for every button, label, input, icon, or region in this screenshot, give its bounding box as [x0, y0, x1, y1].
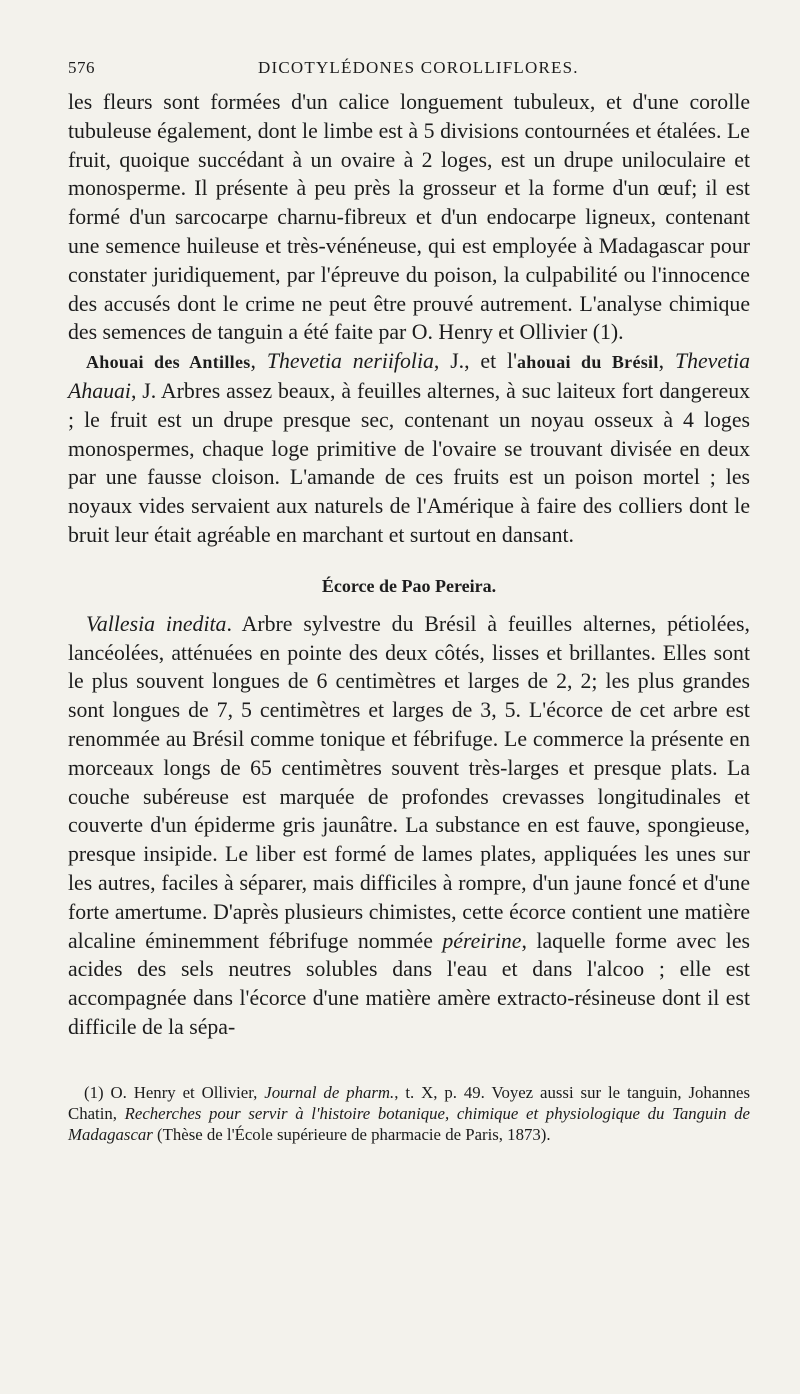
- running-head: [68, 58, 750, 88]
- term-pereirine: péreirine: [442, 928, 522, 953]
- paragraph-ahouai: Ahouai des Antilles, Thevetia neriifolia, J., et l'ahouai du Brésil, Thevetia Ahauai, J. Arbres assez beaux, à feuilles alternes, à suc laiteux fort dangereux ; le fruit est un drupe presque sec, contenant un noyau osseux à 4 loges monospermes, chaque loge primitive de l'ovaire se trouvant divisée en deux par une fausse cloison. L'amande de ces fruits est un poison mortel ; les noyaux vides servaient aux naturels de l'Amérique à faire des colliers dont le bruit leur était agréable en marchant et surtout en dansant.: [68, 349, 751, 547]
- species-vallesia-inedita: Vallesia inedita: [86, 611, 227, 636]
- footnote-journal: Journal de pharm.: [264, 1082, 395, 1102]
- footnote-work-title: Recherches pour servir à l'histoire botanique, chimique et physiologique du Tanguin de Madagascar: [68, 1103, 751, 1144]
- page-number: 576: [68, 58, 95, 77]
- species-thevetia-ahauai: Thevetia Ahauai: [68, 349, 751, 403]
- body-text: [68, 88, 750, 1042]
- paragraph-flowers-fruit: les fleurs sont formées d'un calice longuement tubuleux, et d'une corolle tubuleuse également, dont le limbe est à 5 divisions contournées et étalées. Le fruit, quoique succédant à un ovaire à 2 loges, est un drupe uniloculaire et monosperme. Il présente à peu près la grosseur et la forme d'un œuf; il est formé d'un sarcocarpe charnu-fibreux et d'un endocarpe ligneux, contenant une semence huileuse et très-vénéneuse, qui est employée à Madagascar pour constater juridiquement, par l'épreuve du poison, la culpabilité ou l'innocence des accusés dont le crime ne peut être prouvé autrement. L'analyse chimique des semences de tanguin a été faite par O. Henry et Ollivier (1).: [68, 90, 750, 345]
- paragraph-pao-pereira: Vallesia inedita. Arbre sylvestre du Brésil à feuilles alternes, pétiolées, lancéolées, atténuées en pointe des deux côtés, lisses et brillantes. Elles sont le plus souvent longues de 6 centimètres et larges de 2, 2; les plus grandes sont longues de 7, 5 centimètres et larges de 3, 5. L'écorce de cet arbre est renommée au Brésil comme tonique et fébrifuge. Le commerce la présente en morceaux longs de 65 centimètres souvent très-larges et presque plats. La couche subéreuse est marquée de profondes crevasses longitudinales et couverte d'un épiderme gris jaunâtre. La substance en est fauve, spongieuse, presque insipide. Le liber est formé de lames plates, appliquées les unes sur les autres, faciles à séparer, mais difficiles à rompre, d'un jaune foncé et d'une forte amertume. D'après plusieurs chimistes, cette écorce contient une matière alcaline éminemment fébrifuge nommée péreirine, laquelle forme avec les acides des sels neutres solubles dans l'eau et dans l'alcoo ; elle est accompagnée dans l'écorce d'une matière amère extracto-résineuse dont il est difficile de la sépa-: [68, 611, 750, 1039]
- footnote: (1) O. Henry et Ollivier, Journal de pharm., t. X, p. 49. Voyez aussi sur le tanguin, Johannes Chatin, Recherches pour servir à l'histoire botanique, chimique et physiologique du Tanguin de Madagascar (Thèse de l'École supérieure de pharmacie de Paris, 1873).: [68, 1082, 751, 1144]
- species-thevetia-neriifolia: Thevetia neriifolia: [266, 349, 434, 374]
- header-title: DICOTYLÉDONES COROLLIFLORES.: [258, 58, 579, 77]
- term-ahouai-antilles: Ahouai des Antilles: [86, 352, 251, 373]
- section-heading: Écorce de Pao Pereira.: [321, 575, 497, 596]
- term-ahouai-bresil: ahouai du Brésil: [517, 352, 659, 373]
